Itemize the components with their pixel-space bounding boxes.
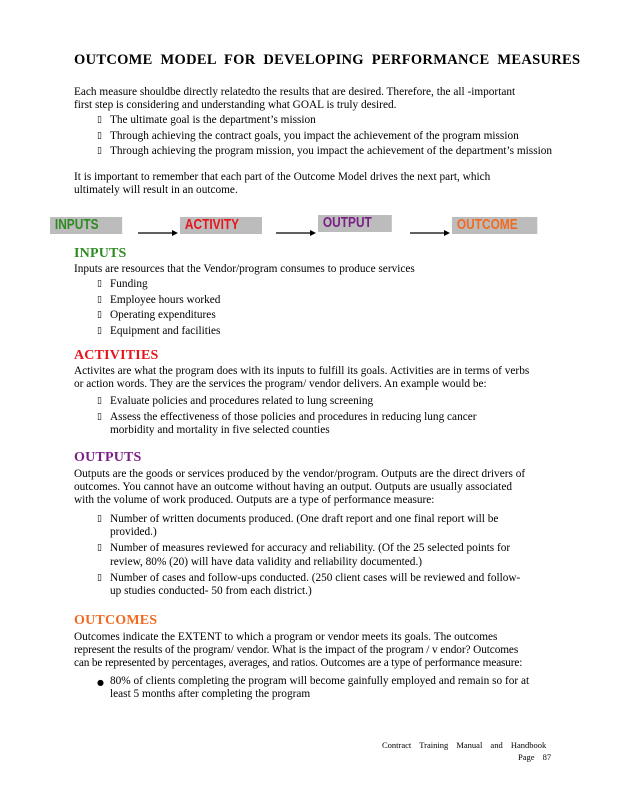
flow-label-output: OUTPUT xyxy=(322,215,372,231)
bullet-icon: ▯ xyxy=(97,325,102,336)
bullet-text: Employee hours worked xyxy=(110,293,221,306)
intro-line-2: first step is considering and understanding what GOAL is truly desired. xyxy=(74,99,397,112)
activities-bullet-list xyxy=(97,395,477,437)
bullet-text-line-2: morbidity and mortality in five selected counties xyxy=(110,423,330,436)
list-item xyxy=(97,410,477,437)
footer-page-number: Page 87 xyxy=(518,752,552,762)
list-item xyxy=(97,324,221,341)
arrow-right-icon xyxy=(138,228,178,238)
list-item xyxy=(97,129,552,146)
bullet-text-line-1: Number of measures reviewed for accuracy and reliability. (Of the 25 selected points for xyxy=(110,542,511,555)
bullet-text-line-1: Assess the effectiveness of those policies and procedures in reducing lung cancer xyxy=(110,410,477,423)
bullet-icon: ▯ xyxy=(97,294,102,305)
outcomes-line-2: represent the results of the program/ vendor. What is the impact of the program / v endor? Outcomes xyxy=(74,644,519,657)
outcomes-line-1: Outcomes indicate the EXTENT to which a program or vendor meets its goals. The outcomes xyxy=(74,631,498,643)
bullet-icon: ▯ xyxy=(97,279,102,289)
list-item xyxy=(97,571,521,598)
bullet-text: Operating expenditures xyxy=(110,309,216,321)
list-item xyxy=(97,114,552,130)
flow-box-outcome xyxy=(452,217,537,234)
bullet-icon: ▯ xyxy=(97,130,102,141)
activities-line-1: Activites are what the program does with its inputs to fulfill its goals. Activities are in terms of verbs xyxy=(74,365,530,377)
flow-box-output xyxy=(318,215,392,232)
bullet-text: Equipment and facilities xyxy=(110,324,221,337)
list-item xyxy=(97,309,220,325)
list-item xyxy=(97,395,477,411)
list-item xyxy=(97,513,520,539)
inputs-description: Inputs are resources that the Vendor/program consumes to produce services xyxy=(74,263,415,275)
outputs-line-1: Outputs are the goods or services produced by the vendor/program. Outputs are the direct drivers of xyxy=(74,468,526,480)
flow-arrow-3 xyxy=(410,225,450,243)
bullet-text: Through achieving the contract goals, you impact the achievement of the program mission xyxy=(110,129,519,142)
bullet-text: The ultimate goal is the department’s mission xyxy=(110,114,316,126)
reminder-line-2: ultimately will result in an outcome. xyxy=(74,184,238,197)
bullet-text-line-1: Number of cases and follow-ups conducted. (250 client cases will be reviewed and follow- xyxy=(110,571,521,584)
bullet-text: Funding xyxy=(110,278,148,290)
bullet-icon: ▯ xyxy=(97,115,102,125)
outputs-line-2: outcomes. You cannot have an outcome without having an output. Outputs are usually associated xyxy=(74,481,512,494)
outcomes-description xyxy=(74,631,522,671)
bullet-text-line-1: 80% of clients completing the program will become gainfully employed and remain so for at xyxy=(110,675,530,687)
bullet-text-line-2: provided.) xyxy=(110,526,157,539)
bullet-icon: ▯ xyxy=(97,396,102,406)
flow-box-inputs xyxy=(50,217,122,234)
activities-heading: ACTIVITIES xyxy=(74,348,159,363)
bullet-icon: ▯ xyxy=(97,146,102,156)
inputs-bullet-list xyxy=(97,278,221,340)
list-item xyxy=(97,675,530,701)
arrow-right-icon xyxy=(410,228,450,238)
footer-title: Contract Training Manual and Handbook xyxy=(382,740,547,750)
flow-arrow-1 xyxy=(138,225,178,243)
list-item xyxy=(97,293,221,310)
bullet-icon: ▯ xyxy=(97,514,102,524)
page-title: OUTCOME MODEL FOR DEVELOPING PERFORMANCE MEASURES xyxy=(74,52,581,68)
list-item xyxy=(97,145,553,161)
inputs-heading: INPUTS xyxy=(74,246,127,261)
outputs-description xyxy=(74,468,525,508)
bullet-icon: ● xyxy=(97,678,104,687)
flow-label-outcome: OUTCOME xyxy=(456,217,518,233)
activities-line-2: or action words. They are the services the program/ vendor delivers. An example would be: xyxy=(74,378,487,391)
bullet-icon: ▯ xyxy=(97,310,102,320)
bullet-icon: ▯ xyxy=(97,572,102,583)
intro-bullet-list xyxy=(97,114,553,161)
arrow-right-icon xyxy=(276,228,316,238)
outcomes-bullet-list xyxy=(97,675,530,701)
outputs-bullet-list xyxy=(97,513,521,598)
bullet-text: Through achieving the program mission, you impact the achievement of the department’s mission xyxy=(110,145,553,157)
flow-box-activity xyxy=(180,217,262,234)
bullet-icon: ▯ xyxy=(97,543,102,554)
flow-label-inputs: INPUTS xyxy=(54,217,99,233)
bullet-text-line-2: up studies conducted- 50 from each district.) xyxy=(110,585,312,598)
bullet-text-line-1: Number of written documents produced. (One draft report and one final report will be xyxy=(110,513,499,525)
intro-paragraph xyxy=(74,86,574,112)
outputs-heading: OUTPUTS xyxy=(74,450,142,465)
reminder-line-1: It is important to remember that each part of the Outcome Model drives the next part, which xyxy=(74,171,491,183)
flow-arrow-2 xyxy=(276,225,316,243)
reminder-paragraph xyxy=(74,171,490,197)
flow-label-activity: ACTIVITY xyxy=(184,217,240,233)
outcomes-heading: OUTCOMES xyxy=(74,613,158,628)
outcomes-line-3: can be represented by percentages, averages, and ratios. Outcomes are a type of performance measure: xyxy=(74,657,523,670)
intro-line-1: Each measure shouldbe directly relatedto the results that are desired. Therefore, the all -important xyxy=(74,86,516,98)
bullet-text: Evaluate policies and procedures related to lung screening xyxy=(110,395,374,407)
bullet-icon: ▯ xyxy=(97,411,102,422)
list-item xyxy=(97,542,520,568)
list-item xyxy=(97,278,220,294)
activities-description xyxy=(74,365,529,391)
outputs-line-3: with the volume of work produced. Outputs are a type of performance measure: xyxy=(74,494,435,507)
bullet-text-line-2: least 5 months after completing the program xyxy=(110,688,311,701)
bullet-text-line-2: review, 80% (20) will have data validity and reliability documented.) xyxy=(110,555,423,568)
